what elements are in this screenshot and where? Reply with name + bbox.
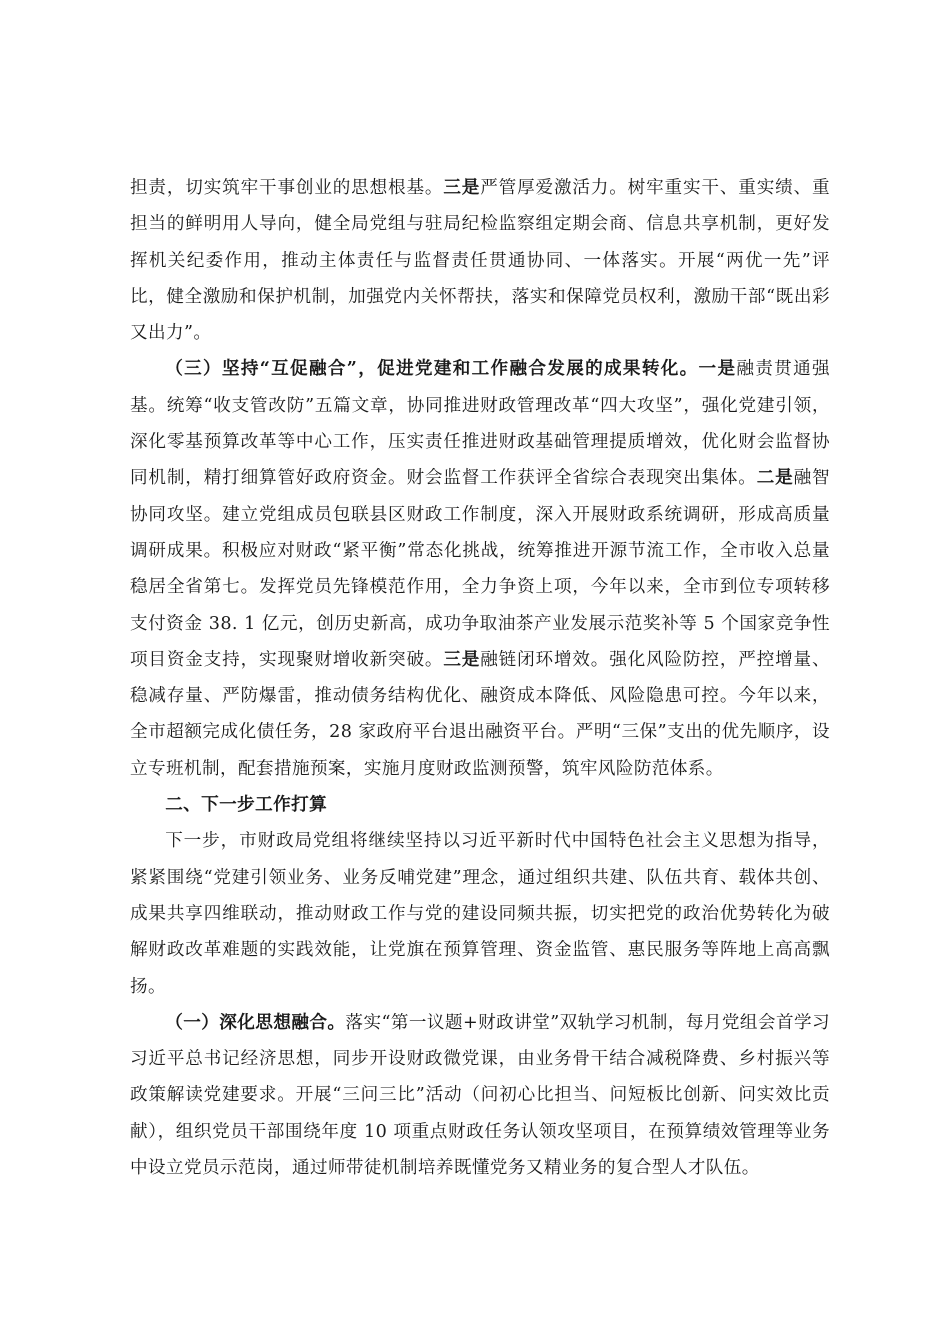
paragraph-2-text-c: 融链闭环增效。强化风险防控，严控增量、稳减存量、严防爆雷，推动债务结构优化、融资成本降低、风险隐患可控。今年以来，全市超额完成化债任务，28 家政府平台退出融资平台。严明“三保”支出的优先顺序，设立专班机制，配套措施预案，实施月度财政监测预警，筑牢风险防范体系。 bbox=[130, 649, 830, 779]
paragraph-4 bbox=[130, 1005, 830, 1186]
paragraph-1-text-a: 担责，切实筑牢干事创业的思想根基。 bbox=[130, 178, 444, 198]
section-3-heading: （三）坚持“互促融合”，促进党建和工作融合发展的成果转化。一是 bbox=[165, 358, 737, 380]
paragraph-2-text-b: 融智协同攻坚。建立党组成员包联县区财政工作制度，深入开展财政系统调研，形成高质量调研成果。积极应对财政“紧平衡”常态化挑战，统筹推进开源节流工作，全市收入总量稳居全省第七。发挥党员先锋模范作用，全力争资上项，今年以来，全市到位专项转移支付资金 38. 1 亿元，创历史新高，成功争取油茶产业发展示范奖补等 5 个国家竞争性项目资金支持，实现聚财增收新突破。 bbox=[130, 468, 830, 670]
paragraph-2-bold-lead-2: 二是 bbox=[756, 467, 794, 489]
paragraph-1-bold-lead: 三是 bbox=[443, 177, 481, 198]
paragraph-2-bold-lead-3: 三是 bbox=[443, 648, 481, 670]
paragraph-3: 下一步，市财政局党组将继续坚持以习近平新时代中国特色社会主义思想为指导，紧紧围绕“党建引领业务、业务反哺党建”理念，通过组织共建、队伍共育、载体共创、成果共享四维联动，推动财政工作与党的建设同频共振，切实把党的政治优势转化为破解财政改革难题的实践效能，让党旗在预算管理、资金监管、惠民服务等阵地上高高飘扬。 bbox=[130, 831, 830, 997]
paragraph-1 bbox=[130, 170, 830, 351]
paragraph-1-text-b: 严管厚爱激活力。树牢重实干、重实绩、重担当的鲜明用人导向，健全局党组与驻局纪检监察组定期会商、信息共享机制，更好发挥机关纪委作用，推动主体责任与监督责任贯通协同、一体落实。开展“两优一先”评比，健全激励和保护机制，加强党内关怀帮扶，落实和保障党员权利，激励干部“既出彩又出力”。 bbox=[130, 178, 830, 344]
paragraph-2-text-a: 融责贯通强基。统筹“收支管改防”五篇文章，协同推进财政管理改革“四大攻坚”，强化党建引领，深化零基预算改革等中心工作，压实责任推进财政基础管理提质增效，优化财会监督协同机制，精打细算管好政府资金。财会监督工作获评全省综合表现突出集体。 bbox=[130, 359, 830, 489]
document-page bbox=[130, 170, 830, 1186]
paragraph-2 bbox=[130, 351, 830, 787]
section-heading-next-steps: 二、下一步工作打算 bbox=[165, 794, 328, 816]
paragraph-4-text: 落实“第一议题+财政讲堂”双轨学习机制，每月党组会首学习习近平总书记经济思想，同步开设财政微党课，由业务骨干结合减税降费、乡村振兴等政策解读党建要求。开展“三问三比”活动（问初心比担当、问短板比创新、问实效比贡献），组织党员干部围绕年度 10 项重点财政任务认领攻坚项目，在预算绩效管理等业务中设立党员示范岗，通过师带徒机制培养既懂党务又精业务的复合型人才队伍。 bbox=[130, 1012, 830, 1179]
subsection-1-heading: （一）深化思想融合。 bbox=[165, 1011, 346, 1033]
